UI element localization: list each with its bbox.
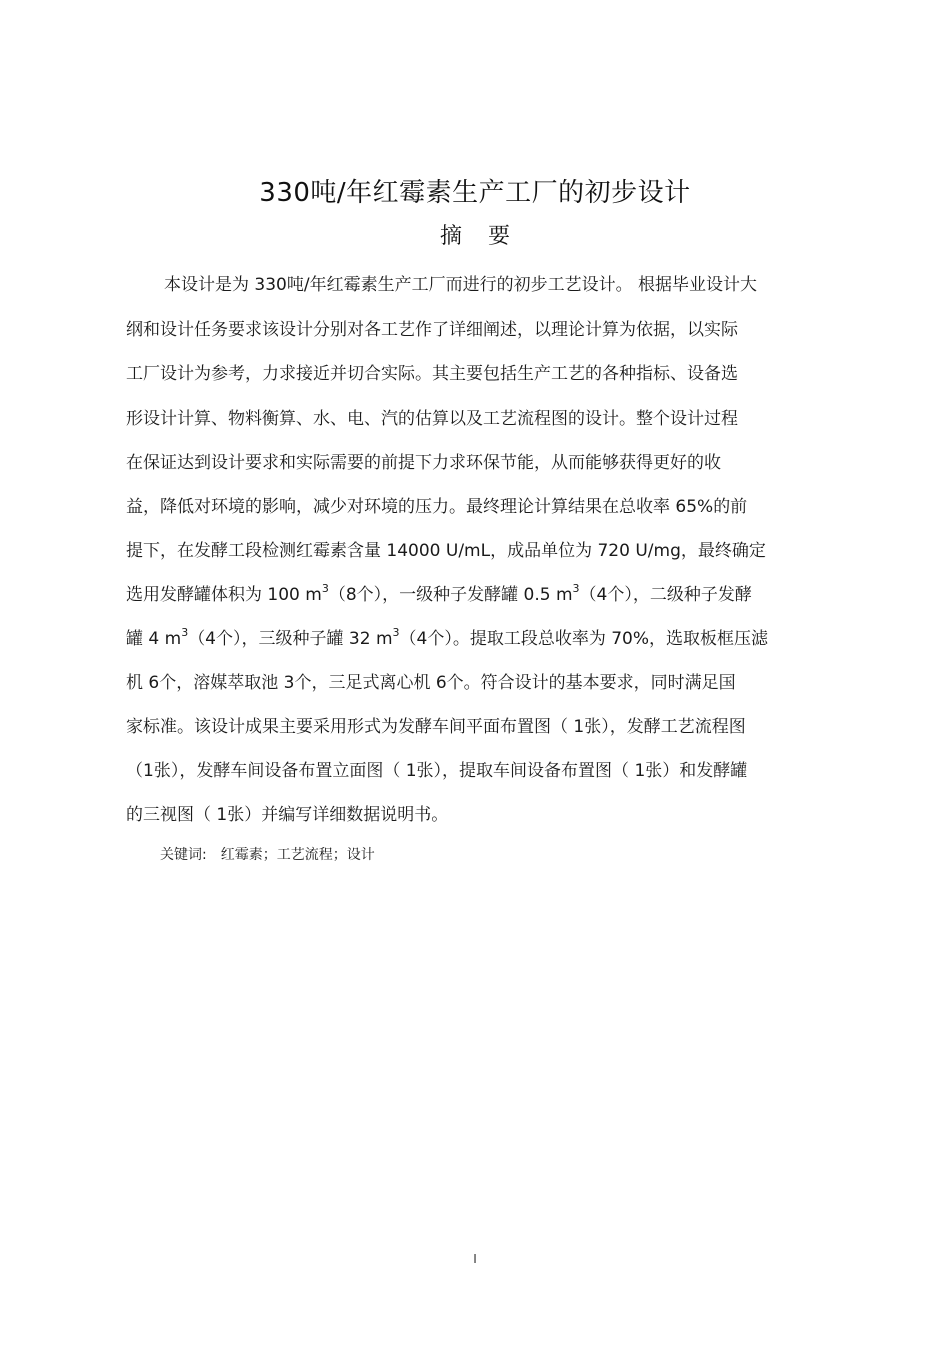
superscript: 3: [181, 626, 189, 639]
superscript: 3: [392, 626, 400, 639]
abstract-line: [126, 536, 766, 561]
line-text: 选用发酵罐体积为 100 m: [126, 585, 322, 605]
line-text: 提下，在发酵工段检测红霉素含量 14000 U/mL，成品单位为 720 U/mg，最终确定: [126, 541, 766, 561]
abstract-line: [126, 756, 747, 781]
line-text: （4个），三级种子罐 32 m: [188, 629, 393, 649]
abstract-line: [126, 315, 738, 340]
abstract-line: [126, 492, 747, 517]
line-text: （1张），发酵车间设备布置立面图（ 1张），提取车间设备布置图（ 1张）和发酵罐: [126, 761, 748, 781]
line-text: （8个），一级种子发酵罐 0.5 m: [328, 585, 573, 605]
abstract-line: [126, 668, 736, 693]
keywords-label: 关键词:: [160, 847, 207, 863]
keywords-values: 红霉素；工艺流程；设计: [220, 847, 375, 863]
superscript: 3: [321, 582, 329, 595]
document-title: 330吨/年红霉素生产工厂的初步设计: [259, 178, 691, 208]
line-text: 机 6个，溶媒萃取池 3个，三足式离心机 6个。符合设计的基本要求，同时满足国: [126, 673, 736, 693]
line-text: （4个），二级种子发酵: [579, 585, 752, 605]
abstract-line: [164, 270, 757, 295]
line-text: 本设计是为 330吨/年红霉素生产工厂而进行的初步工艺设计。 根据毕业设计大: [164, 275, 757, 295]
line-text: 家标准。该设计成果主要采用形式为发酵车间平面布置图（ 1张），发酵工艺流程图: [126, 717, 746, 737]
abstract-line: [126, 580, 752, 605]
line-text: 益，降低对环境的影响，减少对环境的压力。最终理论计算结果在总收率 65%的前: [126, 497, 748, 517]
abstract-heading: 摘要: [439, 224, 536, 249]
abstract-line: [126, 359, 738, 384]
line-text: 罐 4 m: [126, 629, 182, 649]
abstract-line: [126, 404, 738, 429]
line-text: 在保证达到设计要求和实际需要的前提下力求环保节能，从而能够获得更好的收: [126, 453, 721, 473]
line-text: 形设计计算、物料衡算、水、电、汽的估算以及工艺流程图的设计。整个设计过程: [126, 409, 738, 429]
abstract-line: [126, 800, 448, 825]
abstract-line: [126, 624, 768, 649]
page-number: I: [473, 1252, 477, 1266]
line-text: 纲和设计任务要求该设计分别对各工艺作了详细阐述，以理论计算为依据，以实际: [126, 320, 738, 340]
abstract-line: [126, 448, 721, 473]
abstract-line: [126, 712, 746, 737]
superscript: 3: [572, 582, 580, 595]
line-text: 工厂设计为参考，力求接近并切合实际。其主要包括生产工艺的各种指标、设备选: [126, 364, 738, 384]
line-text: （4个）。提取工段总收率为 70%，选取板框压滤: [399, 629, 769, 649]
line-text: 的三视图（ 1张）并编写详细数据说明书。: [126, 805, 449, 825]
keywords: [160, 844, 375, 864]
